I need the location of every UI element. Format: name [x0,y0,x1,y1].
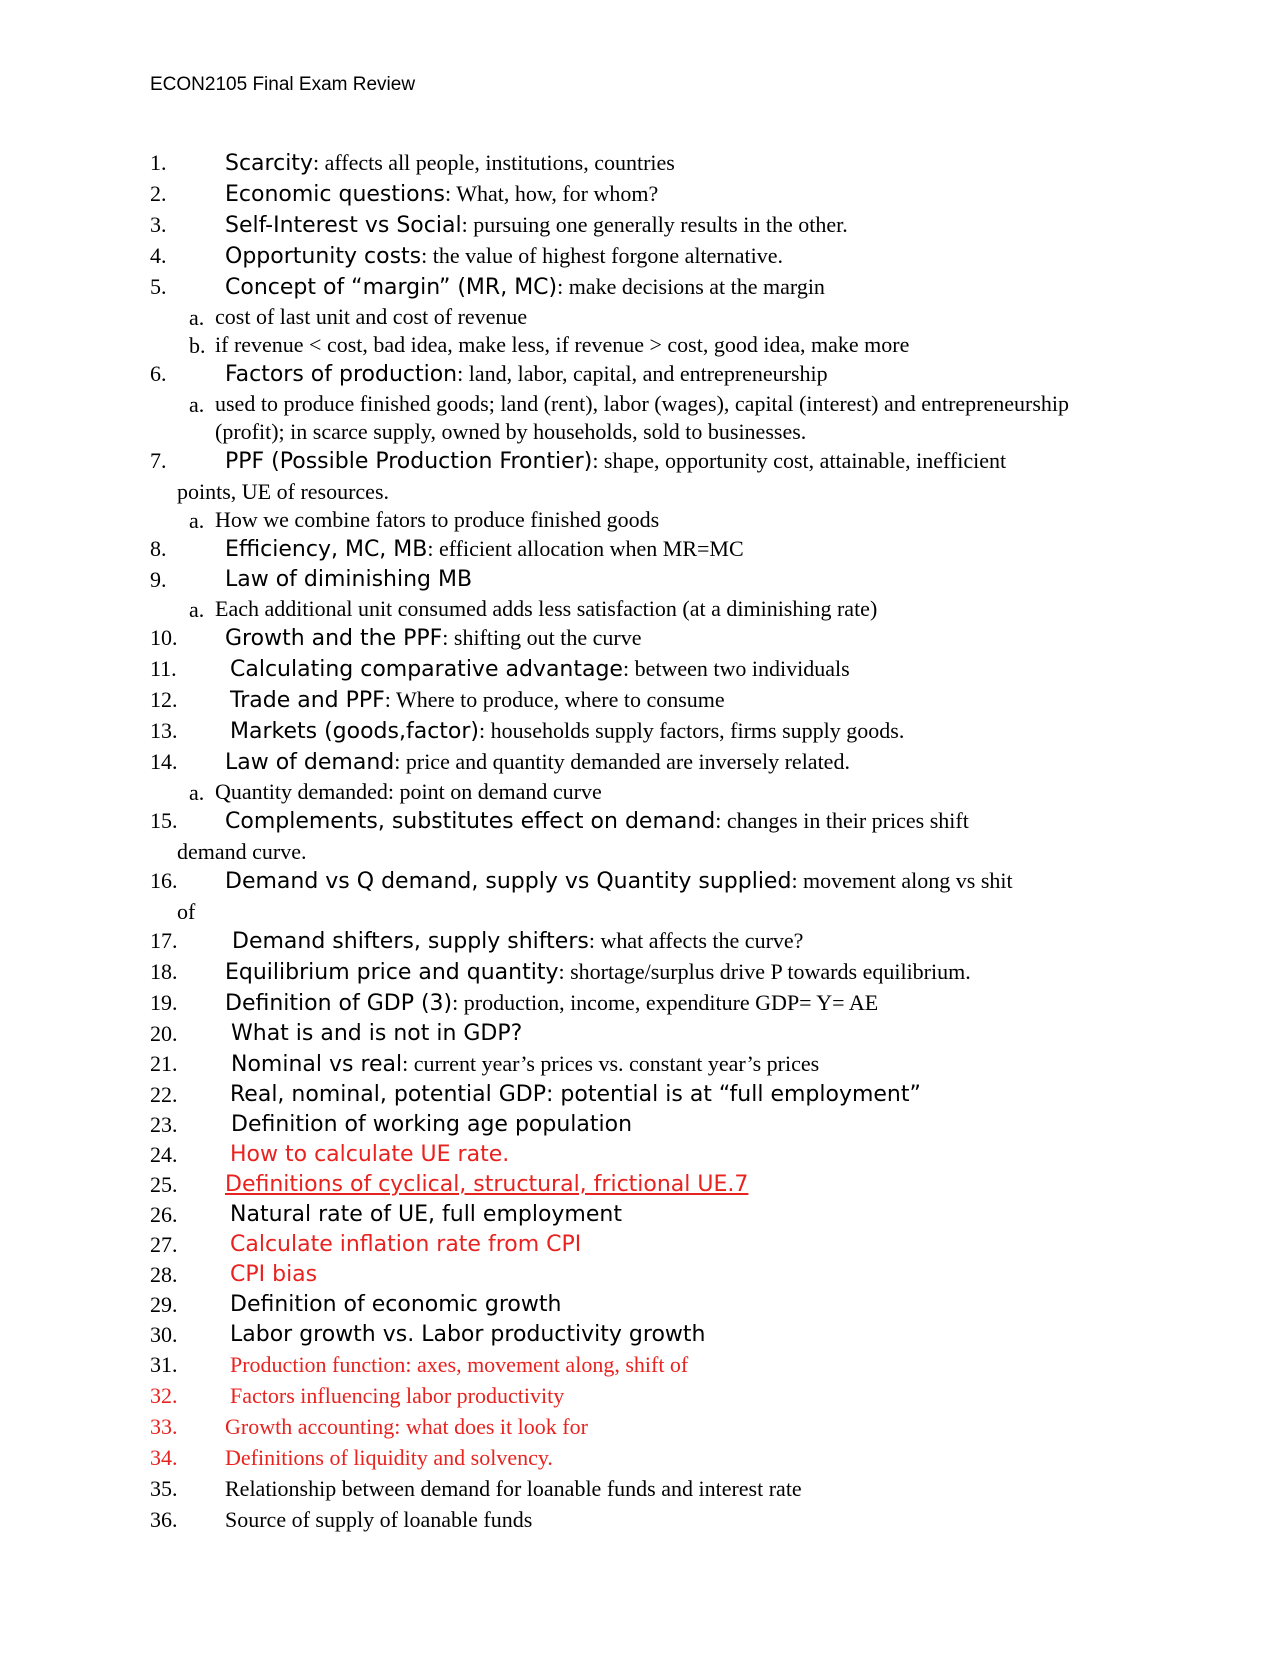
item-description: Source of supply of loanable funds [225,1507,533,1532]
item-description: : What, how, for whom? [445,181,659,206]
list-item [0,1290,1280,1320]
item-term: Labor growth vs. Labor productivity growth [230,1322,706,1347]
list-item [0,359,1280,390]
item-line [225,241,1125,272]
item-term: Calculating comparative advantage [230,657,623,682]
item-line [231,1110,1131,1140]
list-item [0,716,1280,747]
item-description: : make decisions at the margin [557,274,825,299]
item-line [225,1170,1125,1200]
item-number: 21. [150,1051,178,1076]
list-item [0,446,1280,506]
item-number: 26. [150,1202,178,1227]
sub-item-letter: a. [189,305,205,330]
sub-item-text: cost of last unit and cost of revenue [215,304,528,329]
item-line [230,1381,1130,1412]
item-description: : households supply factors, firms supply goods. [479,718,905,743]
sub-item [0,506,1280,534]
item-description: : production, income, expenditure GDP= Y= AE [452,990,879,1015]
item-number: 1. [150,150,167,175]
item-description: Relationship between demand for loanable funds and interest rate [225,1476,802,1501]
item-term: What is and is not in GDP? [231,1021,523,1046]
item-description: : affects all people, institutions, countries [312,150,675,175]
item-line [230,685,1130,716]
item-line [231,1049,1131,1080]
list-item [0,1443,1280,1474]
item-number: 3. [150,212,167,237]
item-term: CPI bias [230,1262,318,1287]
list-item [0,988,1280,1019]
item-number: 33. [150,1414,178,1439]
item-number: 17. [150,928,178,953]
item-term: Trade and PPF [230,688,385,713]
item-term: Self-Interest vs Social [225,213,462,238]
item-line [225,957,1125,988]
item-line [225,148,1125,179]
item-term: Scarcity [225,151,313,176]
item-term: Definition of economic growth [230,1292,562,1317]
list-item [0,1049,1280,1080]
item-term: How to calculate UE rate. [230,1142,510,1167]
item-number: 34. [150,1445,178,1470]
sub-item-text: Each additional unit consumed adds less satisfaction (at a diminishing rate) [215,596,878,621]
item-term: Markets (goods,factor) [230,719,480,744]
item-term: Growth and the PPF [225,626,443,651]
sub-item-letter: b. [189,333,206,358]
item-line [225,988,1125,1019]
item-number: 13. [150,718,178,743]
list-item [0,148,1280,179]
item-description: : current year’s prices vs. constant year’s prices [402,1051,820,1076]
list-item [0,1230,1280,1260]
list-item [0,1170,1280,1200]
item-term: Economic questions [225,182,445,207]
item-term: Equilibrium price and quantity [225,960,559,985]
item-description: : what affects the curve? [588,928,804,953]
list-item [0,272,1280,303]
sub-item [0,778,1280,806]
item-line [225,359,1125,390]
list-item [0,957,1280,988]
item-line [230,1080,1130,1110]
item-term: Natural rate of UE, full employment [230,1202,622,1227]
item-number: 36. [150,1507,178,1532]
sub-item-text: used to produce finished goods; land (rent), labor (wages), capital (interest) and entrepreneurship (profit); in scarce supply, owned by households, sold to businesses. [215,391,1070,444]
item-description: : movement along vs shit [791,868,1013,893]
item-term: Definitions of cyclical, structural, frictional UE.7 [225,1172,749,1197]
item-term: PPF (Possible Production Frontier) [225,449,593,474]
item-line [230,1230,1130,1260]
item-line [230,1260,1130,1290]
item-line [225,1412,1125,1443]
list-item [0,1110,1280,1140]
item-number: 9. [150,567,167,592]
item-line [225,747,1125,778]
item-description: : between two individuals [622,656,850,681]
item-line [231,1019,1131,1049]
item-line [225,1443,1125,1474]
item-number: 4. [150,243,167,268]
list-item [0,179,1280,210]
item-term: Definition of GDP (3) [225,991,453,1016]
item-number: 14. [150,749,178,774]
sub-item [0,390,1280,446]
item-number: 12. [150,687,178,712]
list-item [0,534,1280,565]
sub-item-letter: a. [189,392,205,417]
item-line [230,1200,1130,1230]
item-line [225,866,1125,897]
item-number: 27. [150,1232,178,1257]
item-number: 7. [150,448,167,473]
list-item [0,1505,1280,1536]
item-term: Law of demand [225,750,395,775]
sub-item [0,331,1280,359]
item-number: 8. [150,536,167,561]
item-line [230,716,1130,747]
item-line [230,654,1130,685]
item-line [225,806,1125,837]
item-number: 30. [150,1322,178,1347]
item-number: 10. [150,625,178,650]
item-term: Demand vs Q demand, supply vs Quantity supplied [225,869,792,894]
list-item [0,210,1280,241]
item-continuation: of [177,899,196,924]
list-item [0,1474,1280,1505]
item-line [225,534,1125,565]
item-line [230,1350,1130,1381]
item-line [225,446,1125,477]
sub-item-letter: a. [189,508,205,533]
item-description: : efficient allocation when MR=MC [427,536,744,561]
item-number: 32. [150,1383,178,1408]
item-line [232,926,1132,957]
item-number: 5. [150,274,167,299]
item-term: Law of diminishing MB [225,567,473,592]
item-term: Efficiency, MC, MB [225,537,428,562]
list-item [0,1412,1280,1443]
list-item [0,1350,1280,1381]
item-term: Real, nominal, potential GDP: potential is at “full employment” [230,1082,921,1107]
item-number: 23. [150,1112,178,1137]
item-number: 18. [150,959,178,984]
list-item [0,623,1280,654]
item-number: 25. [150,1172,178,1197]
item-description: : shortage/surplus drive P towards equilibrium. [558,959,971,984]
list-item [0,866,1280,926]
item-term: Nominal vs real [231,1052,403,1077]
item-term: Calculate inflation rate from CPI [230,1232,582,1257]
item-description: : changes in their prices shift [715,808,969,833]
item-number: 28. [150,1262,178,1287]
item-line [225,565,1125,595]
item-term: Factors of production [225,362,458,387]
item-continuation: demand curve. [177,839,307,864]
item-description: : the value of highest forgone alternative. [421,243,783,268]
item-description: : shifting out the curve [442,625,642,650]
list-item [0,1320,1280,1350]
list-item [0,747,1280,778]
item-number: 11. [150,656,177,681]
item-description: : pursuing one generally results in the other. [461,212,848,237]
sub-item-text: How we combine fators to produce finished goods [215,507,660,532]
item-line [225,272,1125,303]
list-item [0,1140,1280,1170]
list-item [0,565,1280,595]
item-term: Concept of “margin” (MR, MC) [225,275,558,300]
item-number: 19. [150,990,178,1015]
item-line [225,1505,1125,1536]
item-line [230,1290,1130,1320]
item-term: Demand shifters, supply shifters [232,929,589,954]
item-description: : Where to produce, where to consume [384,687,725,712]
item-line [225,179,1125,210]
sub-item-letter: a. [189,780,205,805]
item-description: Growth accounting: what does it look for [225,1414,588,1439]
item-number: 6. [150,361,167,386]
item-number: 29. [150,1292,178,1317]
review-list [0,148,1280,1536]
list-item [0,685,1280,716]
item-line [230,1320,1130,1350]
item-line [225,623,1125,654]
item-line [225,1474,1125,1505]
item-description: Factors influencing labor productivity [230,1383,565,1408]
item-number: 35. [150,1476,178,1501]
item-line [230,1140,1130,1170]
list-item [0,806,1280,866]
item-description: : shape, opportunity cost, attainable, inefficient [592,448,1007,473]
item-continuation: points, UE of resources. [177,479,390,504]
item-number: 22. [150,1082,178,1107]
sub-item-letter: a. [189,597,205,622]
list-item [0,1200,1280,1230]
sub-item-text: if revenue < cost, bad idea, make less, if revenue > cost, good idea, make more [215,332,910,357]
list-item [0,241,1280,272]
item-number: 31. [150,1352,178,1377]
item-term: Opportunity costs [225,244,422,269]
item-number: 16. [150,868,178,893]
item-description: Production function: axes, movement along, shift of [230,1352,689,1377]
document-header: ECON2105 Final Exam Review [150,74,416,95]
list-item [0,1260,1280,1290]
list-item [0,1080,1280,1110]
list-item [0,1019,1280,1049]
sub-item [0,303,1280,331]
item-number: 24. [150,1142,178,1167]
sub-item-text: Quantity demanded: point on demand curve [215,779,602,804]
list-item [0,1381,1280,1412]
item-line [225,210,1125,241]
item-number: 20. [150,1021,178,1046]
list-item [0,654,1280,685]
item-term: Definition of working age population [231,1112,633,1137]
item-description: Definitions of liquidity and solvency. [225,1445,553,1470]
item-description: : price and quantity demanded are inversely related. [394,749,850,774]
list-item [0,926,1280,957]
item-number: 15. [150,808,178,833]
item-number: 2. [150,181,167,206]
sub-item [0,595,1280,623]
item-term: Complements, substitutes effect on demand [225,809,716,834]
item-description: : land, labor, capital, and entrepreneurship [457,361,828,386]
